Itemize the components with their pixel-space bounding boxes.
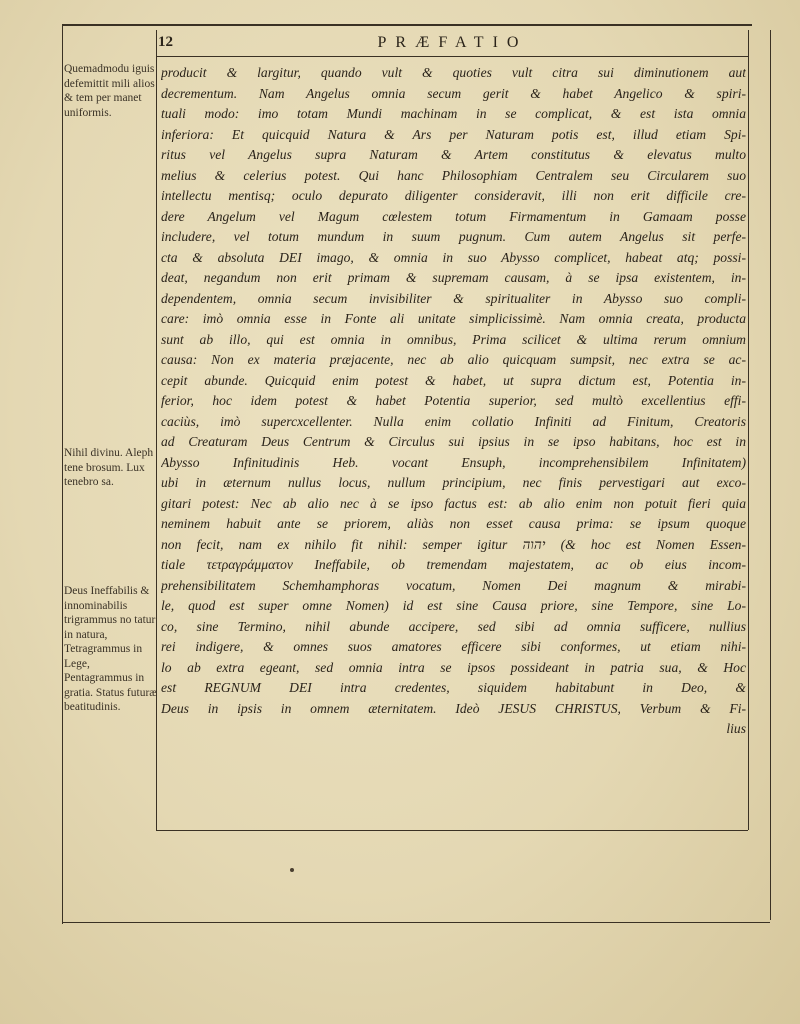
- catchword: lius: [726, 721, 746, 736]
- text-line: sunt ab illo, qui est omnia in omnibus, Prima scilicet & ultima rerum omnium: [161, 331, 746, 347]
- text-line: neminem habuit ante se priorem, aliàs non esset causa prima: se ipsum quoque: [161, 516, 746, 531]
- text-line: melius & celerius potest. Qui hanc Philosophiam Centralem seu Circularem suo: [161, 167, 746, 183]
- text-line: co, sine Termino, nihil abunde accipere, sed sibi ad omnia sufficere, nullius: [161, 618, 746, 634]
- text-line: inferiora: Et quicquid Natura & Ars per Naturam potis est, illud etiam Spi-: [161, 126, 746, 142]
- text-line: causa: Non ex materia præjacente, nec ab alio quicquam sumpsit, nec extra se ac-: [161, 352, 746, 367]
- text-line: ritus vel Angelus supra Naturam & Artem constitutus & elevatus multo: [161, 147, 746, 162]
- margin-note: Deus Ineffabilis & innominabilis trigrammus no tatur in natura, Tetragrammus in Lege, Pentagrammus in gratia. Status futuræ beatitudinis.: [64, 585, 157, 713]
- running-head: PRÆFATIO: [377, 34, 528, 51]
- text-line: ubi in æternum nullus locus, nullum principium, nec finis pervestigari aut exco-: [161, 475, 746, 490]
- text-line: prehensibilitatem Schemhamphoras vocatum, Nomen Dei magnum & mirabi-: [161, 577, 746, 593]
- left-frame-rule: [62, 24, 63, 924]
- text-line: producit & largitur, quando vult & quoties vult citra sui diminutionem aut: [161, 65, 746, 80]
- head-rule: [156, 56, 748, 57]
- text-line: est REGNUM DEI intra credentes, siquidem habitabunt in Deo, &: [161, 680, 746, 695]
- text-line: intellectu mentisq; oculo depurato diligenter consideravit, illi non erit difficile cre-: [161, 188, 746, 203]
- page-bottom-rule: [62, 922, 770, 923]
- text-line: tiale τετραγράμματον Ineffabile, ob tremendam majestatem, ac ob eius incom-: [161, 557, 746, 572]
- text-line: tuali modo: imo totam Mundi machinam in se complicat, & est ista omnia: [161, 106, 746, 121]
- text-line: rei indigere, & omnes suos amatores efficere sibi conformes, ut etiam nihi-: [161, 639, 746, 654]
- top-rule: [62, 24, 752, 26]
- text-line: includere, vel totum mundum in suum pugnum. Cum autem Angelus sit perfe-: [161, 229, 746, 244]
- text-line: deat, negandum non erit primam & supremam causam, à se ipsa existentem, in-: [161, 270, 746, 285]
- text-line: ad Creaturam Deus Centrum & Circulus sui ipsius in se ipso habitans, hoc est in: [161, 434, 746, 449]
- bottom-rule: [156, 830, 748, 831]
- right-frame-rule: [770, 30, 771, 920]
- text-line: gitari potest: Nec ab alio nec à se ipso factus est: ab alio enim non potuit fieri quia: [161, 495, 746, 511]
- text-line: le, quod est super omne Nomen) id est sine Causa priore, sine Tempore, sine Lo-: [161, 598, 746, 613]
- ink-speck: [290, 868, 294, 872]
- page-number: 12: [158, 34, 173, 50]
- text-line: dependentem, omnia secum invisibiliter & spiritualiter in Abysso suo compli-: [161, 290, 746, 306]
- text-line: non fecit, nam ex nihilo fit nihil: semper igitur יהוה (& hoc est Nomen Essen-: [161, 536, 746, 552]
- text-line: ferior, hoc idem potest & habet Potentia superior, sed multò excellentius effi-: [161, 393, 746, 408]
- text-line: decrementum. Nam Angelus omnia secum gerit & habet Angelico & spiri-: [161, 85, 746, 101]
- text-line: lo ab extra egeant, sed omnia intra se ipsos possideant in patria sua, & Hoc: [161, 659, 746, 675]
- text-line: Abysso Infinitudinis Heb. vocant Ensuph, incomprehensibilem Infinitatem): [161, 454, 746, 470]
- margin-note: Quemadmodu iguis defemittit mili alios & tem per manet uniformis.: [64, 63, 155, 119]
- body-text: [161, 63, 746, 740]
- text-line: care: imò omnia esse in Fonte ali unitate simplicissimè. Nam omnia creata, producta: [161, 311, 746, 326]
- text-line: cepit abunde. Quicquid enim potest & habet, ut supra dictum est, Potentia in-: [161, 372, 746, 388]
- text-line: dere Angelum vel Magum cœlestem totum Firmamentum in Gamaam posse: [161, 208, 746, 224]
- text-column-rule-right: [748, 30, 749, 830]
- text-line: Deus in ipsis in omnem æternitatem. Ideò JESUS CHRISTUS, Verbum & Fi-: [161, 700, 746, 716]
- text-line: cta & absoluta DEI imago, & omnia in suo Abysso complicet, habeat atq; possi-: [161, 249, 746, 265]
- margin-note: Nihil divinu. Aleph tene brosum. Lux tenebro sa.: [64, 447, 154, 488]
- text-line: caciùs, imò supercxcellenter. Nulla enim collatio Infiniti ad Finitum, Creatoris: [161, 413, 746, 429]
